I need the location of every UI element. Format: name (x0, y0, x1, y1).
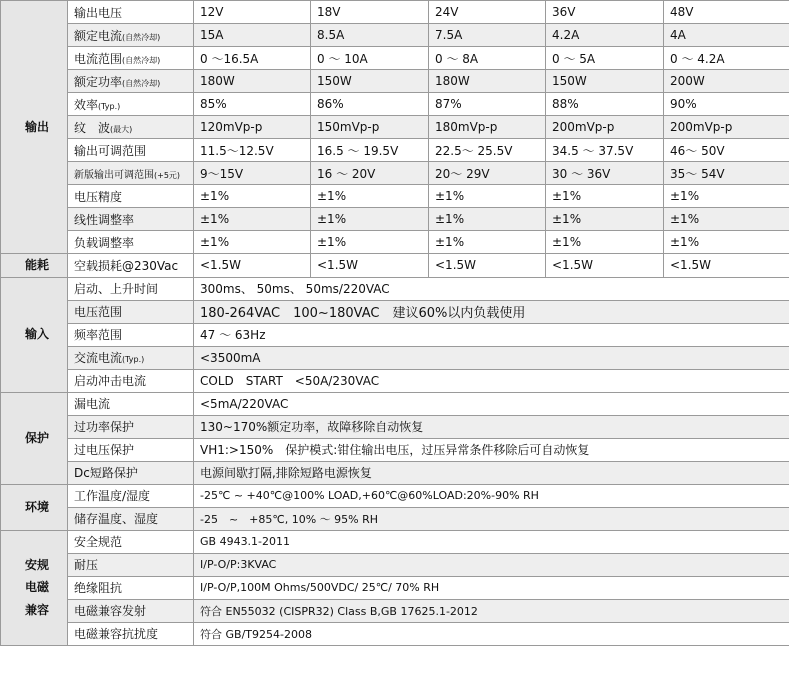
spec-label: 额定电流(自然冷却) (68, 24, 194, 47)
spec-row (1, 438, 789, 461)
value-cell: ±1% (664, 185, 789, 208)
value-cell: ±1% (546, 231, 664, 254)
value-cell: I/P-O/P,100M Ohms/500VDC/ 25℃/ 70% RH (194, 576, 789, 599)
value-cell: 200mVp-p (664, 116, 789, 139)
spec-row (1, 576, 789, 599)
spec-label: 额定功率(自然冷却) (68, 70, 194, 93)
value-cell: 85% (194, 93, 311, 116)
value-cell: 180W (429, 70, 546, 93)
spec-label: 纹 波(最大) (68, 116, 194, 139)
spec-label: 储存温度、湿度 (68, 507, 194, 530)
value-cell: ±1% (311, 185, 429, 208)
group-safety-emc (1, 530, 68, 645)
group-environment: 环境 (1, 484, 68, 530)
spec-label: 漏电流 (68, 392, 194, 415)
value-cell: 11.5～12.5V (194, 139, 311, 162)
group-line: 兼容 (24, 603, 49, 618)
group-line: 电磁 (24, 580, 49, 595)
value-cell: <1.5W (664, 254, 789, 278)
value-cell: 0 ～ 4.2A (664, 47, 789, 70)
value-cell: ±1% (429, 231, 546, 254)
spec-row (1, 93, 789, 116)
spec-row (1, 622, 789, 645)
value-cell: 符合 GB/T9254-2008 (194, 622, 789, 645)
value-cell: <1.5W (194, 254, 311, 278)
spec-row (1, 300, 789, 323)
spec-label: 电压精度 (68, 185, 194, 208)
spec-label: 交流电流(Typ.) (68, 346, 194, 369)
spec-row (1, 369, 789, 392)
value-cell: ±1% (194, 208, 311, 231)
value-cell: 9～15V (194, 162, 311, 185)
value-cell: 8.5A (311, 24, 429, 47)
value-cell: 0 ～ 8A (429, 47, 546, 70)
value-cell: 20～ 29V (429, 162, 546, 185)
spec-row (1, 162, 789, 185)
spec-label: 过功率保护 (68, 415, 194, 438)
value-cell: 4A (664, 24, 789, 47)
spec-row (1, 231, 789, 254)
value-cell: ±1% (194, 231, 311, 254)
spec-row (1, 553, 789, 576)
value-cell: 7.5A (429, 24, 546, 47)
spec-label: 输出可调范围 (68, 139, 194, 162)
value-cell: 30 ～ 36V (546, 162, 664, 185)
value-cell: 130~170%额定功率，故障移除自动恢复 (194, 415, 789, 438)
value-cell: ±1% (546, 185, 664, 208)
spec-row (1, 47, 789, 70)
value-cell: 0 ～ 5A (546, 47, 664, 70)
value-cell: 22.5～ 25.5V (429, 139, 546, 162)
value-cell: 15A (194, 24, 311, 47)
value-cell: 300ms、 50ms、 50ms/220VAC (194, 277, 789, 300)
spec-row (1, 24, 789, 47)
group-protection: 保护 (1, 392, 68, 484)
spec-row (1, 392, 789, 415)
spec-label: 启动冲击电流 (68, 369, 194, 392)
value-cell: ±1% (429, 208, 546, 231)
value-cell: 120mVp-p (194, 116, 311, 139)
spec-label: 电压范围 (68, 300, 194, 323)
value-cell: 90% (664, 93, 789, 116)
value-cell: ±1% (194, 185, 311, 208)
spec-row (1, 323, 789, 346)
value-cell: 36V (546, 1, 664, 24)
spec-row (1, 277, 789, 300)
spec-label: 负载调整率 (68, 231, 194, 254)
spec-label: 工作温度/湿度 (68, 484, 194, 507)
value-cell: 16 ～ 20V (311, 162, 429, 185)
value-cell: VH1:>150% 保护模式:钳住输出电压，过压异常条件移除后可自动恢复 (194, 438, 789, 461)
value-cell: -25℃ ~ +40℃@100% LOAD,+60℃@60%LOAD:20%-90% RH (194, 484, 789, 507)
spec-row (1, 139, 789, 162)
value-cell: 150mVp-p (311, 116, 429, 139)
spec-row (1, 346, 789, 369)
spec-row (1, 254, 789, 278)
value-cell: 47 ～ 63Hz (194, 323, 789, 346)
spec-row (1, 599, 789, 622)
value-cell: ±1% (311, 231, 429, 254)
spec-row (1, 116, 789, 139)
value-cell: 0 ～ 10A (311, 47, 429, 70)
spec-row (1, 461, 789, 484)
spec-label: 线性调整率 (68, 208, 194, 231)
spec-row (1, 530, 789, 553)
value-cell: 150W (546, 70, 664, 93)
value-cell: 符合 EN55032 (CISPR32) Class B,GB 17625.1-2012 (194, 599, 789, 622)
value-cell: <1.5W (311, 254, 429, 278)
spec-row (1, 1, 789, 24)
value-cell: 200W (664, 70, 789, 93)
group-power: 能耗 (1, 254, 68, 278)
value-cell: I/P-O/P:3KVAC (194, 553, 789, 576)
value-cell: <3500mA (194, 346, 789, 369)
value-cell: -25 ~ +85℃, 10% ～ 95% RH (194, 507, 789, 530)
spec-label: 过电压保护 (68, 438, 194, 461)
spec-label: 安全规范 (68, 530, 194, 553)
value-cell: COLD START <50A/230VAC (194, 369, 789, 392)
spec-label: 频率范围 (68, 323, 194, 346)
value-cell: 18V (311, 1, 429, 24)
spec-label: Dc短路保护 (68, 461, 194, 484)
value-cell: 88% (546, 93, 664, 116)
spec-label: 电磁兼容抗扰度 (68, 622, 194, 645)
spec-label: 输出电压 (68, 1, 194, 24)
value-cell: 48V (664, 1, 789, 24)
value-cell: ±1% (546, 208, 664, 231)
spec-row (1, 484, 789, 507)
group-line: 安规 (24, 557, 49, 572)
spec-label: 电流范围(自然冷却) (68, 47, 194, 70)
value-cell: 24V (429, 1, 546, 24)
value-cell: 180W (194, 70, 311, 93)
value-cell: 150W (311, 70, 429, 93)
value-cell: 0 ～16.5A (194, 47, 311, 70)
value-cell: 12V (194, 1, 311, 24)
group-input: 输入 (1, 277, 68, 392)
spec-label: 效率(Typ.) (68, 93, 194, 116)
value-cell: ±1% (311, 208, 429, 231)
spec-label: 电磁兼容发射 (68, 599, 194, 622)
value-cell: 180mVp-p (429, 116, 546, 139)
value-cell: 电源间歇打隔,排除短路电源恢复 (194, 461, 789, 484)
spec-label: 启动、上升时间 (68, 277, 194, 300)
value-cell: 16.5 ～ 19.5V (311, 139, 429, 162)
value-cell: 87% (429, 93, 546, 116)
spec-label: 绝缘阻抗 (68, 576, 194, 599)
spec-label: 空载损耗@230Vac (68, 254, 194, 278)
value-cell: <5mA/220VAC (194, 392, 789, 415)
value-cell: ±1% (664, 208, 789, 231)
spec-row (1, 70, 789, 93)
value-cell: 4.2A (546, 24, 664, 47)
value-cell: 35～ 54V (664, 162, 789, 185)
value-cell: 180-264VAC 100~180VAC 建议60%以内负载使用 (194, 300, 789, 323)
value-cell: ±1% (429, 185, 546, 208)
value-cell: GB 4943.1-2011 (194, 530, 789, 553)
value-cell: 200mVp-p (546, 116, 664, 139)
spec-row (1, 415, 789, 438)
value-cell: <1.5W (429, 254, 546, 278)
spec-label: 耐压 (68, 553, 194, 576)
spec-row (1, 185, 789, 208)
group-output: 输出 (1, 1, 68, 254)
value-cell: ±1% (664, 231, 789, 254)
spec-label: 新版输出可调范围(+5元) (68, 162, 194, 185)
value-cell: 46～ 50V (664, 139, 789, 162)
spec-row (1, 208, 789, 231)
value-cell: 86% (311, 93, 429, 116)
value-cell: <1.5W (546, 254, 664, 278)
value-cell: 34.5 ～ 37.5V (546, 139, 664, 162)
spec-row (1, 507, 789, 530)
